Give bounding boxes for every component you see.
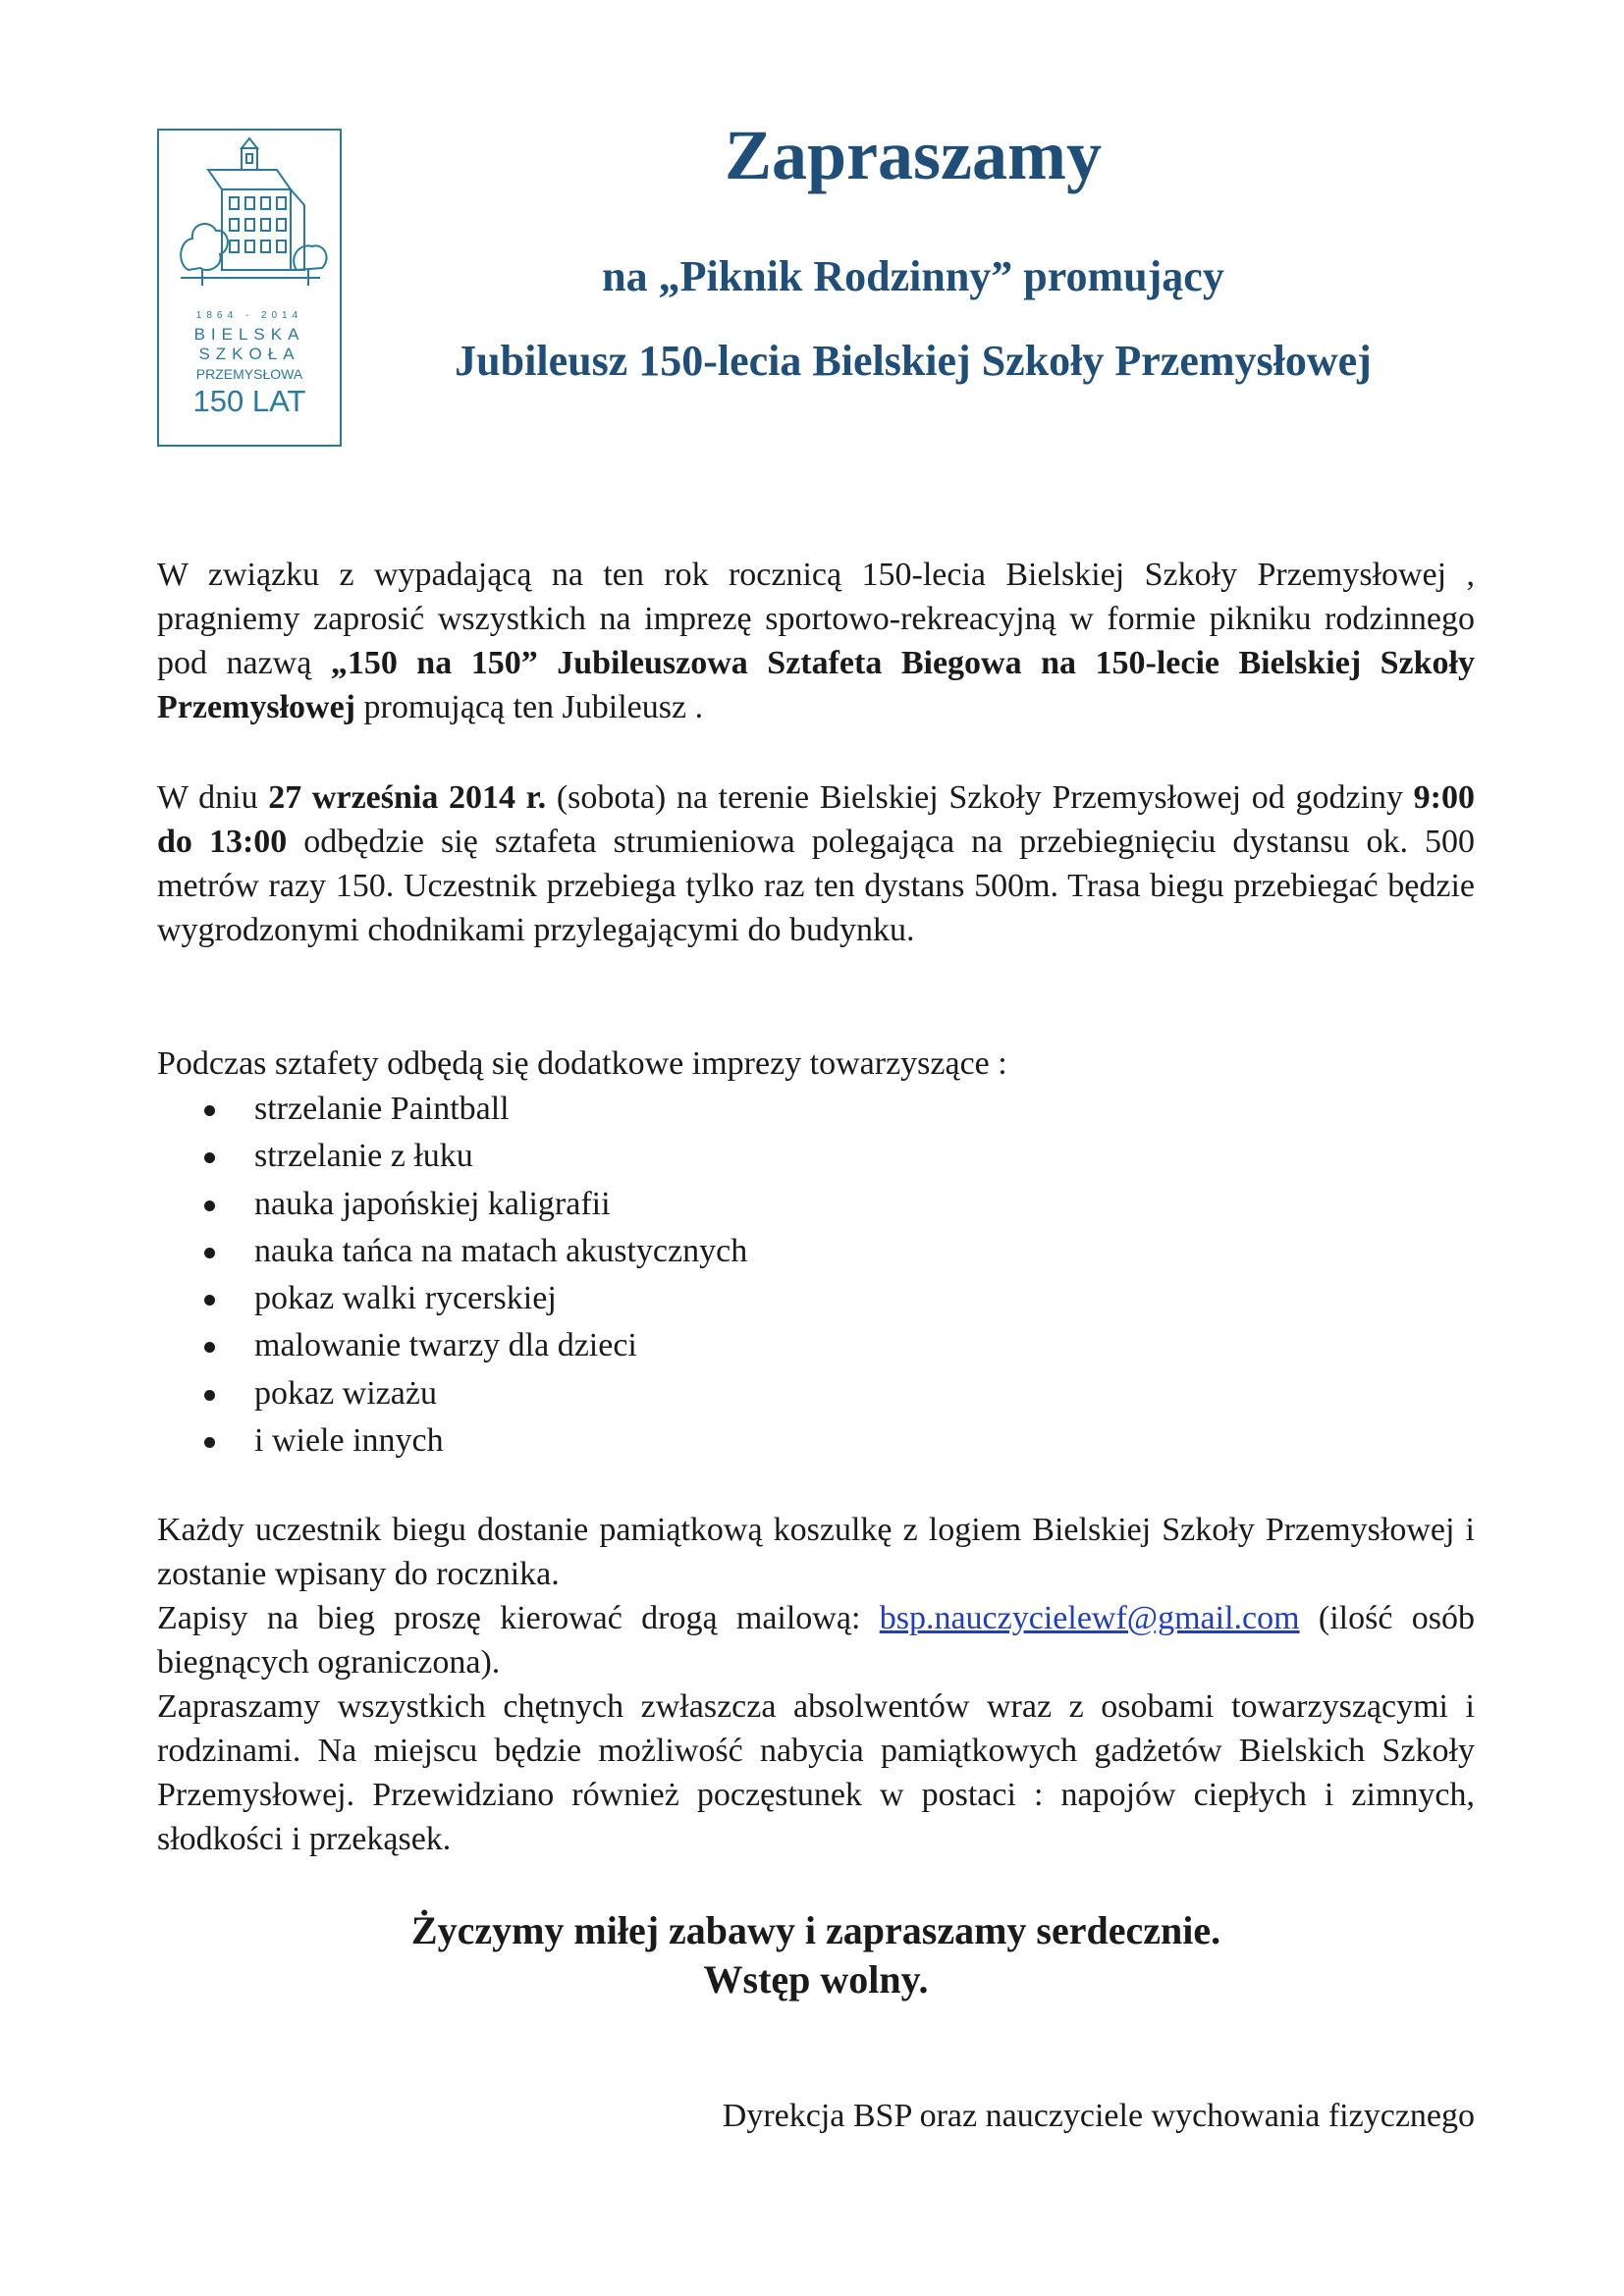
bullet-icon	[204, 1390, 215, 1401]
list-item	[196, 1370, 747, 1417]
intro-text-a: W związku z wypadającą na ten rok rocznicą 150-lecia Bielskiej Szkoły Przemysłowej , pragniemy zaprosić wszystkich na imprezę sportowo-rekreacyjną w formie pikniku rodzinnego pod nazwą	[157, 557, 1475, 681]
list-item-label: pokaz wizażu	[254, 1374, 437, 1412]
list-item	[196, 1228, 747, 1275]
page-subtitle-2: Jubileusz 150-lecia Bielskiej Szkoły Przemysłowej	[455, 337, 1372, 385]
list-item-label: strzelanie Paintball	[254, 1091, 510, 1127]
list-item	[196, 1086, 747, 1133]
bullet-icon	[204, 1201, 215, 1211]
signup-paragraph	[157, 1596, 1475, 1684]
event-date: 27 września 2014 r.	[268, 779, 547, 816]
tshirt-paragraph: Każdy uczestnik biegu dostanie pamiątkową koszulkę z logiem Bielskiej Szkoły Przemysłowej i zostanie wpisany do rocznika.	[157, 1512, 1475, 1592]
bullet-icon	[204, 1152, 215, 1163]
list-item-label: pokaz walki rycerskiej	[254, 1280, 557, 1317]
logo-line-3: PRZEMYSŁOWA	[195, 366, 303, 382]
events-list	[196, 1086, 747, 1465]
events-intro: Podczas sztafety odbędą się dodatkowe imprezy towarzyszące :	[157, 1045, 1007, 1082]
school-logo	[157, 129, 342, 447]
details-text-a: W dniu	[157, 779, 269, 816]
list-item	[196, 1417, 747, 1465]
details-text-c: odbędzie się sztafeta strumieniowa polegająca na przebiegnięciu dystansu ok. 500 metrów razy 150. Uczestnik przebiega tylko raz ten dystans 500m. Trasa biegu przebiegać będzie wygrodzonymi chodnikami przylegającymi do budynku.	[157, 824, 1475, 948]
list-item	[196, 1133, 747, 1180]
list-item	[196, 1181, 747, 1228]
school-building-icon	[159, 131, 340, 307]
invitation-paragraph: Zapraszamy wszystkich chętnych zwłaszcza absolwentów wraz z osobami towarzyszącymi i rodzinami. Na miejscu będzie możliwość nabycia pamiątkowych gadżetów Bielskich Szkoły Przemysłowej. Przewidziano również poczęstunek w postaci : napojów ciepłych i zimnych, słodkości i przekąsek.	[157, 1688, 1475, 1857]
event-time: 9:00 do 13:00	[157, 779, 1475, 860]
logo-years: 1864 - 2014	[195, 310, 303, 321]
logo-line-1: BIELSKA	[193, 325, 305, 344]
list-item-label: malowanie twarzy dla dzieci	[254, 1327, 637, 1364]
signature: Dyrekcja BSP oraz nauczyciele wychowania fizycznego	[722, 2098, 1475, 2134]
signup-text-a: Zapisy na bieg proszę kierować drogą mailową:	[157, 1600, 880, 1636]
details-text-b: (sobota) na terenie Bielskiej Szkoły Przemysłowej od godziny	[546, 779, 1414, 816]
event-name: „150 na 150” Jubileuszowa Sztafeta Biegowa na 150-lecie Bielskiej Szkoły Przemysłowej	[157, 645, 1475, 725]
list-item-label: i wiele innych	[254, 1422, 444, 1460]
intro-paragraph	[157, 553, 1475, 729]
signup-text-b: (ilość osób biegnących ograniczona).	[157, 1600, 1475, 1681]
list-item-label: nauka tańca na matach akustycznych	[254, 1232, 748, 1269]
details-paragraph	[157, 775, 1475, 952]
logo-line-2: SZKOŁA	[198, 345, 300, 363]
page-title: Zapraszamy	[725, 116, 1102, 194]
list-item	[196, 1275, 747, 1322]
bullet-icon	[204, 1105, 215, 1116]
bullet-icon	[204, 1248, 215, 1258]
closing-line-1: Życzymy miłej zabawy i zapraszamy serdecznie.	[410, 1908, 1221, 1952]
closing-line-2: Wstęp wolny.	[703, 1957, 929, 2002]
logo-line-4: 150 LAT	[192, 384, 306, 418]
list-item-label: strzelanie z łuku	[254, 1138, 473, 1175]
bullet-icon	[204, 1342, 215, 1353]
email-link[interactable]: bsp.nauczycielewf@gmail.com	[879, 1600, 1300, 1636]
intro-text-b: promującą ten Jubileusz .	[355, 689, 704, 725]
list-item	[196, 1322, 747, 1369]
bullet-icon	[204, 1295, 215, 1306]
list-item-label: nauka japońskiej kaligrafii	[254, 1185, 611, 1222]
page-subtitle-1: na „Piknik Rodzinny” promujący	[602, 252, 1224, 300]
bullet-icon	[204, 1437, 215, 1448]
